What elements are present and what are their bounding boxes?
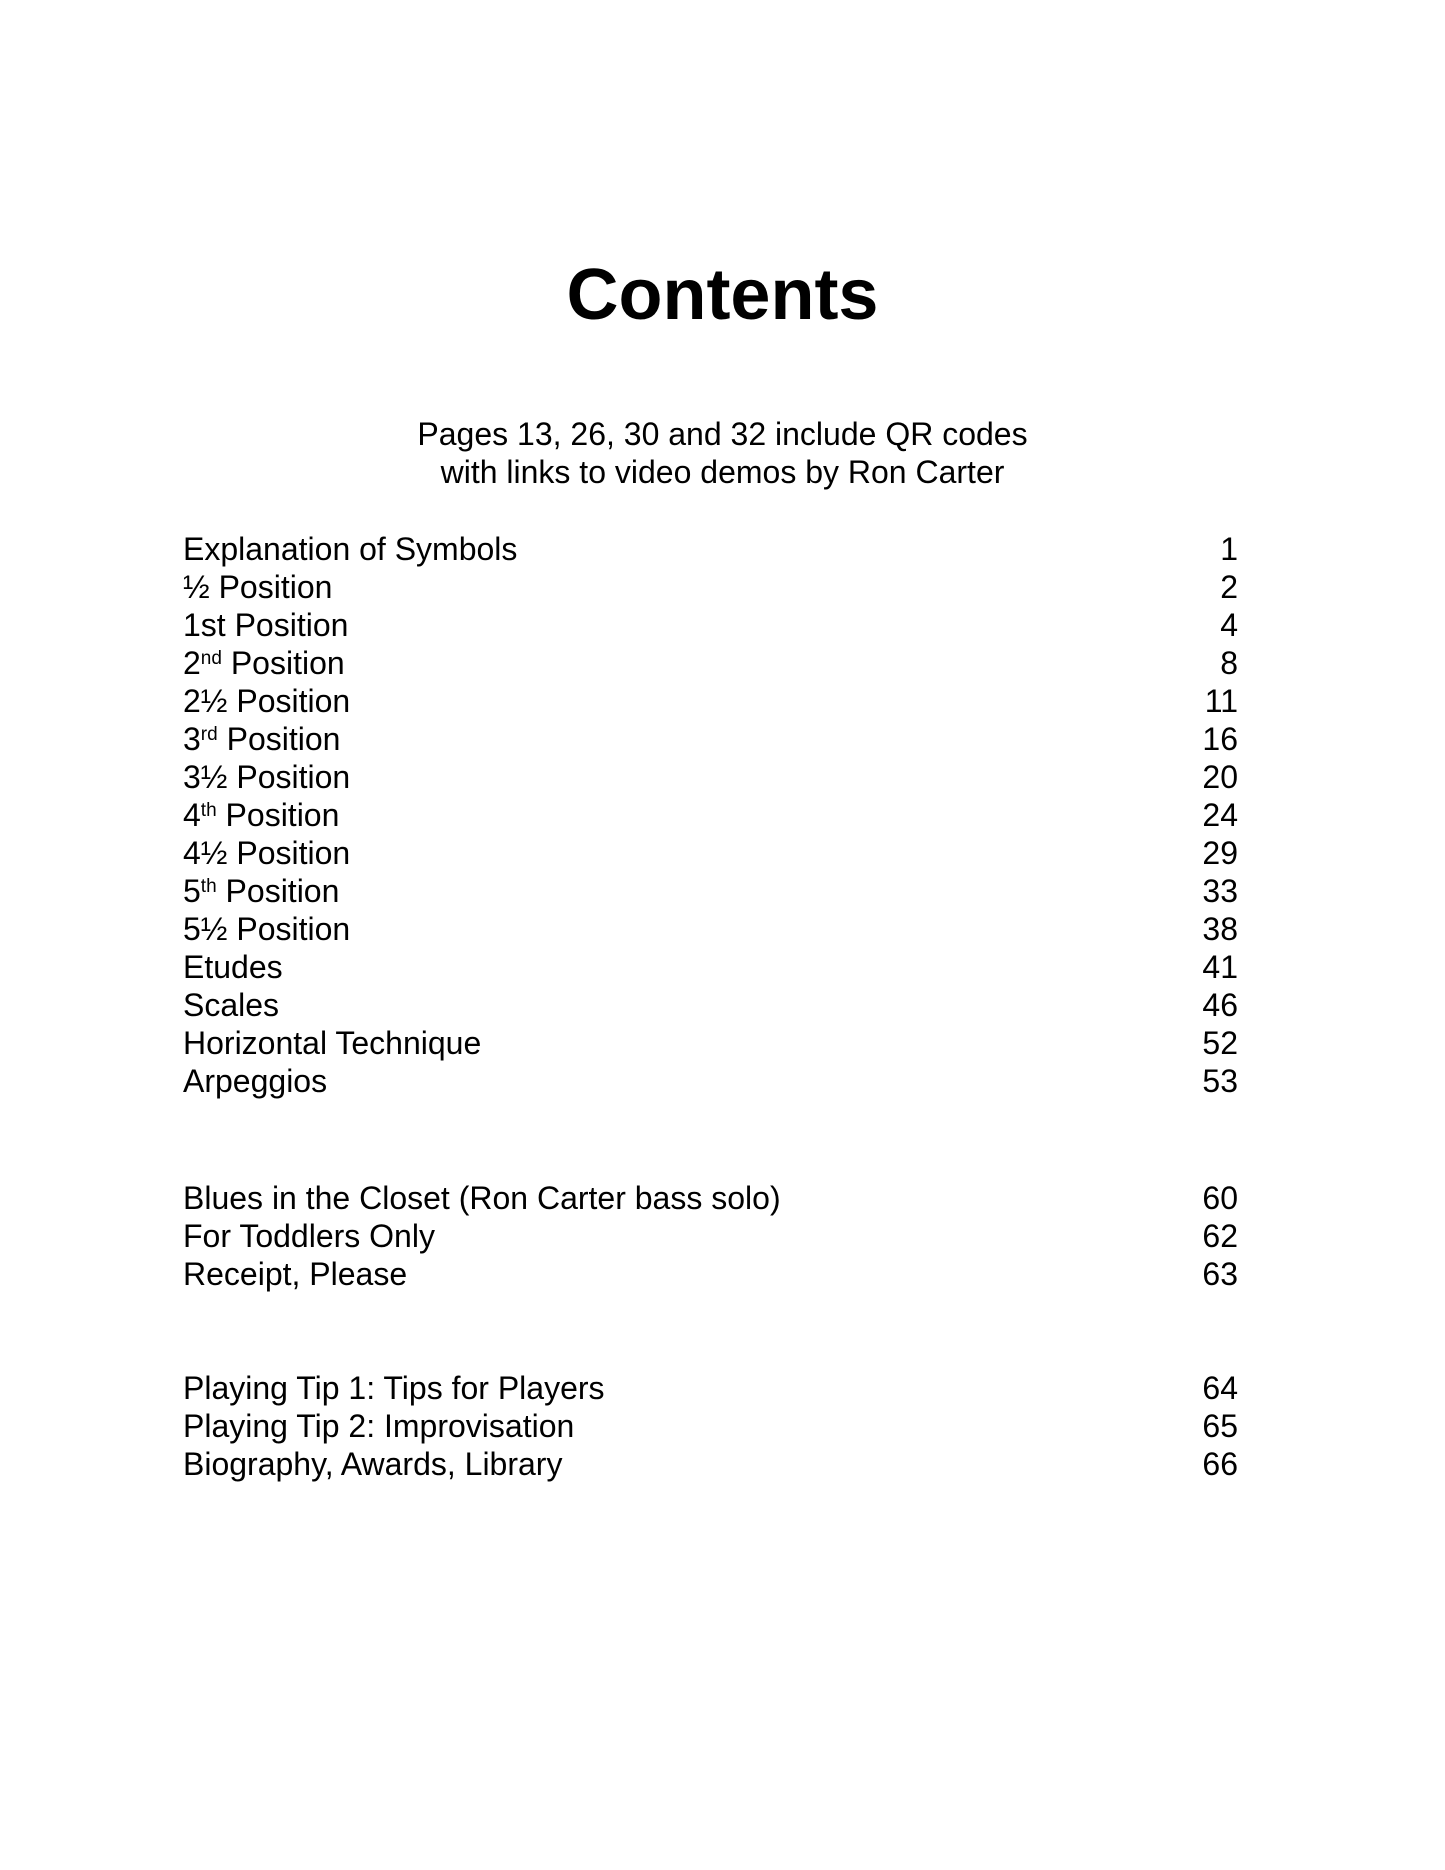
toc-entry[interactable] xyxy=(183,606,1238,644)
toc-entry-label-text: Biography, Awards, Library xyxy=(183,1446,563,1482)
toc-entry[interactable] xyxy=(183,1217,1238,1255)
toc-entry-label-text: Receipt, Please xyxy=(183,1256,408,1292)
toc-entry[interactable] xyxy=(183,758,1238,796)
toc-section-tips xyxy=(183,1369,1238,1483)
toc-entry-label-text: 5 xyxy=(183,873,201,909)
toc-entry[interactable] xyxy=(183,1179,1238,1217)
toc-entry-page-number: 65 xyxy=(1202,1408,1238,1444)
toc-entry[interactable] xyxy=(183,910,1238,948)
toc-entry-page-number: 8 xyxy=(1220,645,1238,681)
toc-entry-label-text: 3 xyxy=(183,721,201,757)
toc-entry-label xyxy=(183,1407,574,1445)
toc-entry-label-text: Playing Tip 1: Tips for Players xyxy=(183,1370,605,1406)
toc-entry-page-number: 38 xyxy=(1202,911,1238,947)
toc-entry[interactable] xyxy=(183,872,1238,910)
toc-entry-label xyxy=(183,1445,562,1483)
toc-entry[interactable] xyxy=(183,682,1238,720)
toc-entry-label xyxy=(183,1255,407,1293)
toc-entry[interactable] xyxy=(183,948,1238,986)
toc-entry-label-suffix: Position xyxy=(221,645,345,681)
toc-entry[interactable] xyxy=(183,1062,1238,1100)
toc-entry-page-number: 41 xyxy=(1202,949,1238,985)
toc-entry[interactable] xyxy=(183,568,1238,606)
toc-entry-label xyxy=(183,1024,481,1062)
toc-entry[interactable] xyxy=(183,1407,1238,1445)
toc-entry-page-number: 16 xyxy=(1202,721,1238,757)
toc-entry[interactable] xyxy=(183,1024,1238,1062)
toc-entry-label-text: Explanation of Symbols xyxy=(183,531,518,567)
toc-entry[interactable] xyxy=(183,1255,1238,1293)
toc-entry-label xyxy=(183,1179,781,1217)
toc-entry-page-number: 53 xyxy=(1202,1063,1238,1099)
toc-entry-label-text: 3½ Position xyxy=(183,759,351,795)
toc-entry[interactable] xyxy=(183,720,1238,758)
toc-entry-page-number: 24 xyxy=(1202,797,1238,833)
toc-entry-label-text: 4 xyxy=(183,797,201,833)
toc-entry-label-text: Horizontal Technique xyxy=(183,1025,482,1061)
ordinal-suffix: th xyxy=(200,876,217,898)
qr-note-line-2: with links to video demos by Ron Carter xyxy=(440,454,1005,490)
toc-entry-label xyxy=(183,1369,605,1407)
toc-entry[interactable] xyxy=(183,1445,1238,1483)
qr-note xyxy=(0,415,1445,491)
toc-entry-label-suffix: Position xyxy=(216,797,340,833)
toc-section-positions xyxy=(183,530,1238,1100)
qr-note-line-1: Pages 13, 26, 30 and 32 include QR codes xyxy=(417,416,1028,452)
toc-entry-page-number: 33 xyxy=(1202,873,1238,909)
toc-entry-label-text: 5½ Position xyxy=(183,911,351,947)
toc-entry[interactable] xyxy=(183,644,1238,682)
toc-entry-label-text: 1st Position xyxy=(183,607,349,643)
toc-entry[interactable] xyxy=(183,1369,1238,1407)
ordinal-suffix: nd xyxy=(200,648,222,670)
toc-entry-page-number: 4 xyxy=(1220,607,1238,643)
toc-entry-page-number: 52 xyxy=(1202,1025,1238,1061)
toc-entry-label xyxy=(183,872,339,910)
toc-entry[interactable] xyxy=(183,834,1238,872)
toc-entry-label-text: Playing Tip 2: Improvisation xyxy=(183,1408,575,1444)
toc-entry-page-number: 2 xyxy=(1220,569,1238,605)
toc-entry-label-suffix: Position xyxy=(216,873,340,909)
toc-entry-label xyxy=(183,948,283,986)
toc-entry-label xyxy=(183,1062,327,1100)
toc-section-solos xyxy=(183,1179,1238,1293)
toc-entry-page-number: 29 xyxy=(1202,835,1238,871)
toc-entry-label xyxy=(183,568,332,606)
toc-entry-label xyxy=(183,530,517,568)
toc-entry-label xyxy=(183,986,279,1024)
toc-entry-label-text: 4½ Position xyxy=(183,835,351,871)
toc-entry[interactable] xyxy=(183,530,1238,568)
toc-entry-page-number: 66 xyxy=(1202,1446,1238,1482)
toc-entry-page-number: 63 xyxy=(1202,1256,1238,1292)
toc-entry-page-number: 60 xyxy=(1202,1180,1238,1216)
toc-entry-label xyxy=(183,910,350,948)
toc-entry-page-number: 62 xyxy=(1202,1218,1238,1254)
toc-entry-label xyxy=(183,1217,435,1255)
toc-entry-label xyxy=(183,796,339,834)
toc-entry-label-text: Blues in the Closet (Ron Carter bass solo) xyxy=(183,1180,781,1216)
page-title: Contents xyxy=(566,255,879,335)
toc-entry-label xyxy=(183,606,348,644)
toc-entry-label xyxy=(183,834,350,872)
toc-entry[interactable] xyxy=(183,986,1238,1024)
toc-entry-label-text: Arpeggios xyxy=(183,1063,328,1099)
toc-entry[interactable] xyxy=(183,796,1238,834)
toc-entry-label xyxy=(183,644,345,682)
toc-entry-label-text: Etudes xyxy=(183,949,283,985)
toc-entry-label xyxy=(183,682,350,720)
toc-entry-label xyxy=(183,758,350,796)
ordinal-suffix: th xyxy=(200,800,217,822)
toc-entry-page-number: 64 xyxy=(1202,1370,1238,1406)
toc-entry-label-text: 2½ Position xyxy=(183,683,351,719)
toc-entry-page-number: 20 xyxy=(1202,759,1238,795)
toc-entry-label-suffix: Position xyxy=(217,721,341,757)
toc-entry-page-number: 11 xyxy=(1204,683,1238,719)
toc-entry-label-text: Scales xyxy=(183,987,280,1023)
toc-entry-label-text: 2 xyxy=(183,645,201,681)
ordinal-suffix: rd xyxy=(200,724,218,746)
toc-entry-label xyxy=(183,720,340,758)
toc-entry-label-text: ½ Position xyxy=(183,569,333,605)
toc-entry-label-text: For Toddlers Only xyxy=(183,1218,435,1254)
toc-entry-page-number: 46 xyxy=(1202,987,1238,1023)
toc-entry-page-number: 1 xyxy=(1220,531,1238,567)
